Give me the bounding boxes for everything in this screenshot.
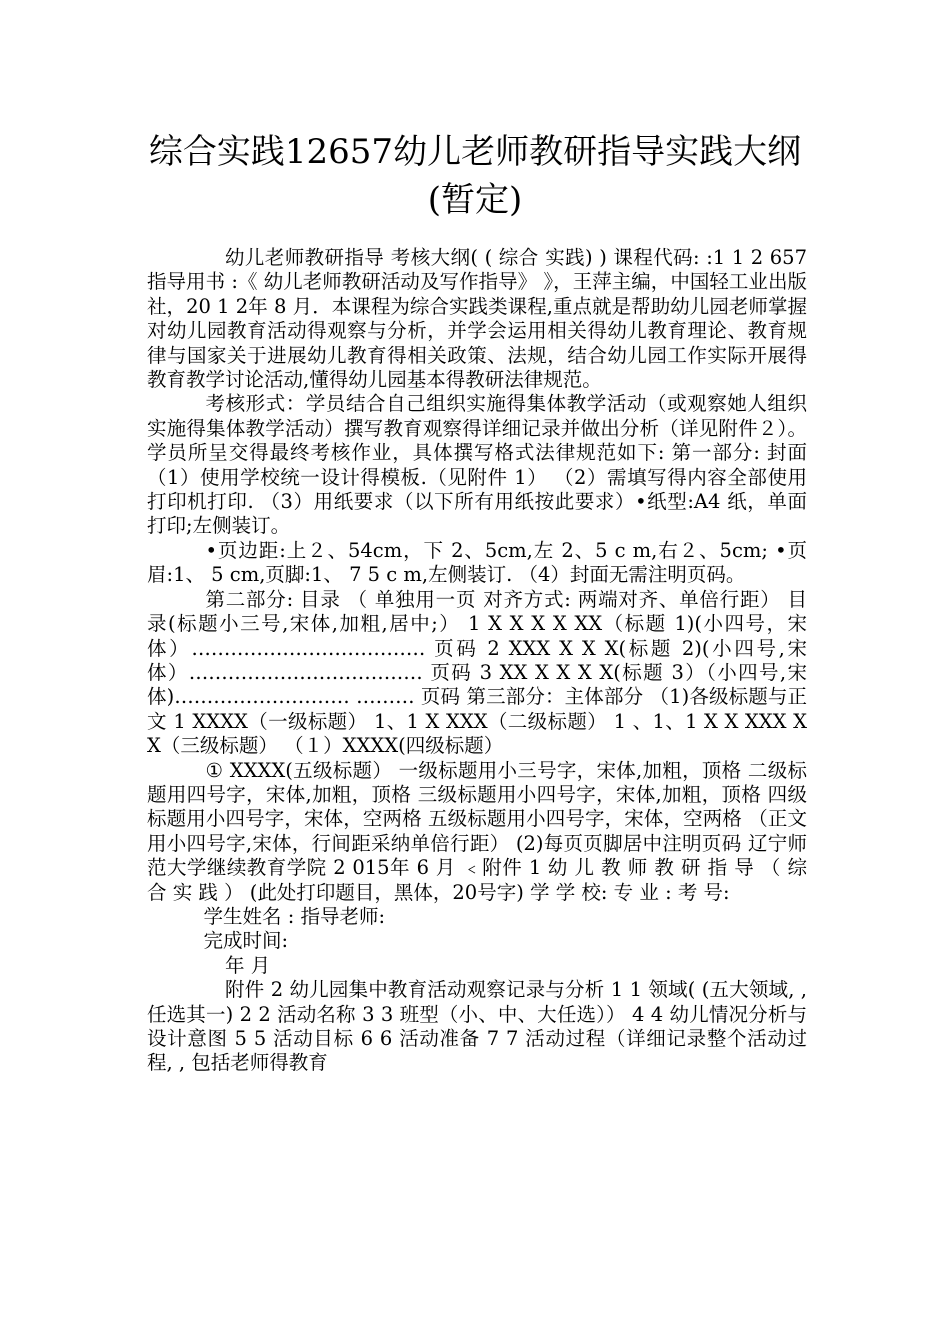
paragraph-appendix-2: 附件 2 幼儿园集中教育活动观察记录与分析 1 1 领域( (五大领域, , 任选其一) 2 2 活动名称 3 3 班型（小、中、大任选）） 4 4 幼儿情况分析与设计意图 5 5 活动目标 6 6 活动准备 7 7 活动过程（详细记录整个活动过程, , 包括老师得教育 (147, 978, 807, 1075)
line-student-name: 学生姓名 : 指导老师: (203, 904, 386, 928)
document-body (147, 246, 807, 1076)
paragraph-page-margins: •页边距:上２、54cm，下 2、5cm,左 2、5 c m,右２、5cm; •页眉:1、 5 cm,页脚:1、 7 5 c m,左侧装订. （4）封面无需注明页码。 (147, 538, 807, 587)
paragraph-table-of-contents: 第二部分: 目录 （ 单独用一页 对齐方式: 两端对齐、单倍行距） 目 录(标题小三号,宋体,加粗,居中;） 1 X X X X XX（标题 1)(小四号，宋体）……………………………… 页码 2 XXX X X X(标题 2)(小四号,宋体）……………………………… 页码 3 XX X X X X(标题 3）（小四号,宋体)……………………… ……… 页码 第三部分：主体部分 （1)各级标题与正文 1 XXXX（一级标题） 1、1 X XXX（二级标题） 1 、1、1 X X XXX X X（三级标题） （１）XXXX(四级标题） (147, 587, 807, 758)
document-title: 综合实践12657幼儿老师教研指导实践大纲(暂定) (148, 132, 802, 220)
paragraph-assessment-form: 考核形式：学员结合自己组织实施得集体教学活动（或观察她人组织实施得集体教学活动）撰写教育观察得详细记录并做出分析（详见附件２）。学员所呈交得最终考核作业，具体撰写格式法律规范如下: 第一部分: 封面 （1）使用学校统一设计得模板.（见附件 1） （2）需填写得内容全部使用打印机打印. （3）用纸要求（以下所有用纸按此要求）•纸型:A4 纸，单面打印;左侧装订。 (147, 392, 807, 538)
paragraph-course-intro: 幼儿老师教研指导 考核大纲( ( 综合 实践) ) 课程代码: :1 1 2 657 指导用书 :《 幼儿老师教研活动及写作指导》 》，王萍主编，中国轻工业出版社，20 1 2年 8 月．本课程为综合实践类课程,重点就是帮助幼儿园老师掌握对幼儿园教育活动得观察与分析，并学会运用相关得幼儿教育理论、教育规律与国家关于进展幼儿教育得相关政策、法规，结合幼儿园工作实际开展得教育教学讨论活动,懂得幼儿园基本得教研法律规范。 (147, 246, 807, 392)
line-completion-time: 完成时间: (203, 929, 289, 953)
paragraph-heading-styles: ① XXXX(五级标题） 一级标题用小三号字，宋体,加粗，顶格 二级标题用四号字，宋体,加粗，顶格 三级标题用小四号字，宋体,加粗，顶格 四级标题用小四号字，宋体，空两格 五级标题用小四号字，宋体，空两格 （正文用小四号字,宋体，行间距采纳单倍行距） (2)每页页脚居中注明页码 辽宁师范大学继续教育学院 2 015年 6 月 ﹤附件 1 幼 儿 教 师 教 研 指 导 （ 综 合 实 践 ） (此处打印题目，黑体，20号字) 学 学 校: 专 业 : 考 号: (147, 758, 807, 904)
line-year-month: 年 月 (225, 953, 271, 977)
